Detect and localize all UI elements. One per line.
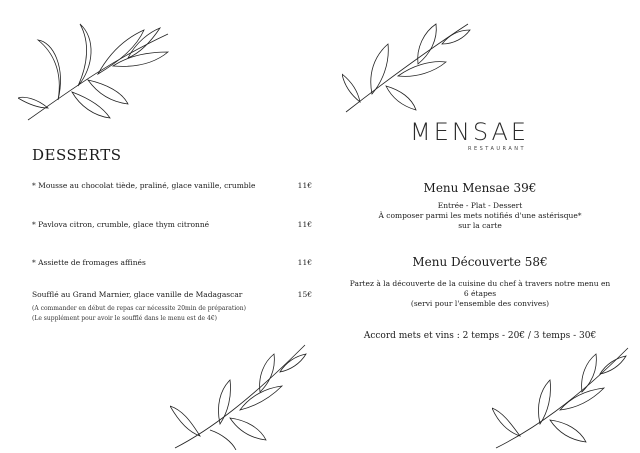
- wine-pairing: Accord mets et vins : 2 temps - 20€ / 3 temps - 30€: [363, 331, 597, 341]
- leaf-branch-illustration: [342, 14, 472, 114]
- menu-line: 6 étapes: [463, 289, 497, 298]
- item-name: * Assiette de fromages affinés: [32, 258, 146, 267]
- menu-line: sur la carte: [458, 221, 502, 230]
- menu-title: Menu Découverte 58€: [412, 255, 548, 269]
- menu-line: À composer parmi les mets notifiés d'une astérisque*: [378, 211, 582, 220]
- menu-title: Menu Mensae 39€: [423, 181, 537, 195]
- menu-description: [340, 279, 620, 309]
- menu-description: [340, 201, 620, 231]
- item-price: 11€: [297, 220, 312, 229]
- item-price: 15€: [297, 290, 312, 299]
- logo-wordmark: MENSAE: [410, 118, 530, 146]
- menu-line: Entrée - Plat - Dessert: [437, 201, 523, 210]
- menu-line: (servi pour l'ensemble des convives): [410, 299, 550, 308]
- menu-line: Partez à la découverte de la cuisine du chef à travers notre menu en: [349, 279, 611, 288]
- item-name: Soufflé au Grand Marnier, glace vanille de Madagascar: [32, 290, 243, 299]
- leaf-branch-illustration: [492, 344, 632, 450]
- item-price: 11€: [297, 181, 312, 190]
- leaf-branch-illustration: [170, 340, 310, 450]
- right-page: [320, 0, 640, 453]
- item-name: * Mousse au chocolat tiède, praliné, glace vanille, crumble: [32, 181, 256, 190]
- item-price: 11€: [297, 258, 312, 267]
- restaurant-logo: [410, 118, 560, 152]
- leaf-branch-illustration: [18, 12, 178, 122]
- item-note: (A commander en début de repas car nécessite 20min de préparation): [32, 305, 246, 312]
- logo-subtitle: RESTAURANT: [468, 146, 527, 152]
- item-name: * Pavlova citron, crumble, glace thym citronné: [32, 220, 210, 229]
- item-note: (Le supplément pour avoir le soufflé dans le menu est de 4€): [32, 315, 217, 322]
- section-title: DESSERTS: [32, 146, 122, 164]
